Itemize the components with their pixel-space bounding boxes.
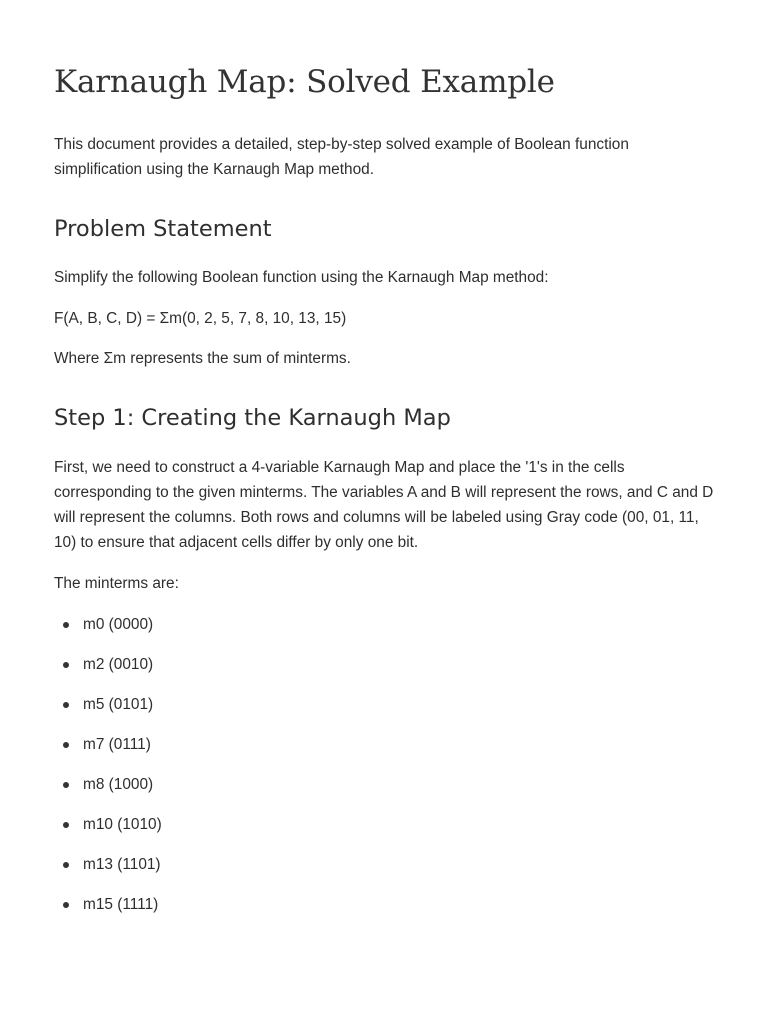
bullet-icon (63, 622, 69, 628)
step1-heading: Step 1: Creating the Karnaugh Map (54, 405, 451, 431)
bullet-icon (63, 822, 69, 828)
bullet-icon (63, 782, 69, 788)
bullet-icon (63, 702, 69, 708)
intro-paragraph: This document provides a detailed, step-by-step solved example of Boolean function simplification using the Karnaugh Map method. (54, 136, 629, 178)
step1-paragraph: First, we need to construct a 4-variable Karnaugh Map and place the '1's in the cells corresponding to the given minterms. The variables A and B will represent the rows, and C and D will represent the columns. Both rows and columns will be labeled using Gray code (00, 01, 11, 10) to ensure that adjacent cells differ by only one bit. (54, 459, 714, 551)
minterm-label: m10 (1010) (83, 816, 162, 833)
minterms-intro: The minterms are: (54, 575, 179, 592)
minterm-label: m13 (1101) (83, 856, 161, 873)
bullet-icon (63, 742, 69, 748)
list-item (54, 772, 162, 812)
list-item (54, 612, 162, 652)
bullet-icon (63, 902, 69, 908)
list-item (54, 692, 162, 732)
minterm-label: m5 (0101) (83, 696, 154, 713)
page-title: Karnaugh Map: Solved Example (54, 64, 555, 100)
minterm-label: m7 (0111) (83, 736, 151, 753)
list-item (54, 852, 162, 892)
minterm-note: Where Σm represents the sum of minterms. (54, 350, 351, 367)
problem-statement-heading: Problem Statement (54, 216, 272, 242)
minterm-list (54, 612, 162, 932)
list-item (54, 812, 162, 852)
boolean-function: F(A, B, C, D) = Σm(0, 2, 5, 7, 8, 10, 13, 15) (54, 310, 347, 327)
problem-instruction: Simplify the following Boolean function using the Karnaugh Map method: (54, 269, 549, 286)
minterm-label: m0 (0000) (83, 616, 154, 633)
minterm-label: m8 (1000) (83, 776, 154, 793)
minterm-label: m15 (1111) (83, 896, 159, 913)
list-item (54, 732, 162, 772)
list-item (54, 892, 162, 932)
bullet-icon (63, 862, 69, 868)
list-item (54, 652, 162, 692)
minterm-label: m2 (0010) (83, 656, 154, 673)
bullet-icon (63, 662, 69, 668)
